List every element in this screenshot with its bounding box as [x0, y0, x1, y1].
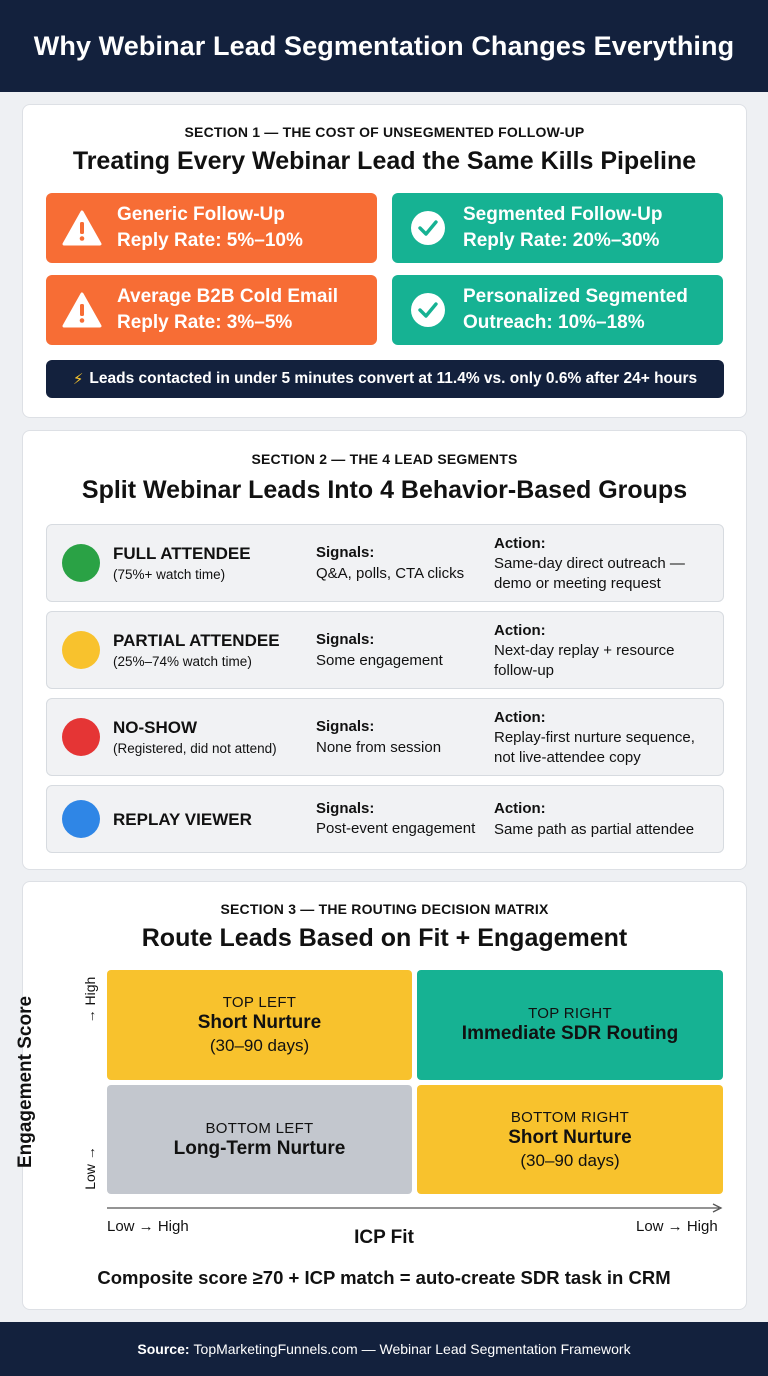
section-2-title: Split Webinar Leads Into 4 Behavior-Based Groups [81, 476, 688, 504]
quadrant-label: TOP RIGHT [528, 1005, 612, 1022]
stat-line-2: Reply Rate: 20%–30% [463, 230, 660, 251]
stat-line-1: Personalized Segmented [463, 286, 688, 307]
source-text: TopMarketingFunnels.com — Webinar Lead Segmentation Framework [193, 1341, 631, 1357]
segment-name: NO-SHOW [113, 718, 198, 737]
segment-action: Same-day direct outreach — demo or meeting request [494, 555, 685, 592]
warning-icon [61, 289, 103, 331]
quadrant-name: Short Nurture [508, 1126, 632, 1148]
signals-heading: Signals: [316, 718, 375, 735]
x-axis-arrow [107, 1202, 725, 1214]
segment-row-full-attendee [46, 524, 724, 602]
stat-line-1: Generic Follow-Up [117, 204, 285, 225]
warning-icon [61, 207, 103, 249]
section-3-title: Route Leads Based on Fit + Engagement [141, 924, 628, 952]
y-axis-high-label: → High [82, 976, 98, 1024]
segment-row-partial-attendee [46, 611, 724, 689]
stat-generic-follow-up [46, 193, 377, 263]
banner-text: Leads contacted in under 5 minutes convert at 11.4% vs. only 0.6% after 24+ hours [89, 370, 698, 387]
section-3-label: SECTION 3 — THE ROUTING DECISION MATRIX [220, 901, 549, 917]
quadrant-name: Immediate SDR Routing [461, 1023, 679, 1044]
action-heading: Action: [494, 535, 546, 552]
segment-action: Next-day replay + resource follow-up [494, 642, 675, 679]
action-heading: Action: [494, 800, 546, 817]
quadrant-top-right [417, 970, 723, 1080]
quadrant-label: BOTTOM RIGHT [510, 1108, 630, 1126]
signals-heading: Signals: [316, 800, 375, 817]
segment-action: Replay-first nurture sequence, not live-attendee copy [494, 729, 695, 766]
signals-heading: Signals: [316, 544, 375, 561]
segment-sub: (25%–74% watch time) [113, 654, 252, 669]
page-footer [0, 1322, 768, 1376]
page-header [0, 0, 768, 92]
segment-action: Same path as partial attendee [494, 821, 695, 838]
segment-signals: Some engagement [316, 652, 443, 669]
check-icon [407, 207, 449, 249]
quadrant-name: Short Nurture [197, 1012, 322, 1033]
blue-dot-icon [62, 800, 100, 838]
x-axis-title: ICP Fit [354, 1227, 414, 1248]
quadrant-sub: (30–90 days) [520, 1150, 620, 1170]
section-2-label: SECTION 2 — THE 4 LEAD SEGMENTS [251, 451, 518, 467]
stat-line-2: Reply Rate: 3%–5% [117, 312, 293, 333]
quadrant-name: Long-Term Nurture [173, 1137, 346, 1159]
stat-line-1: Segmented Follow-Up [463, 204, 663, 225]
quadrant-label: BOTTOM LEFT [205, 1119, 314, 1137]
lightning-icon: ⚡ [72, 371, 84, 388]
page-title: Why Webinar Lead Segmentation Changes Everything [33, 30, 735, 61]
y-axis-low-label: Low → [82, 1146, 98, 1190]
check-icon [407, 289, 449, 331]
segment-sub: (Registered, did not attend) [113, 741, 277, 756]
speed-to-lead-banner [46, 360, 724, 398]
source-label: Source: [137, 1341, 190, 1357]
signals-heading: Signals: [316, 631, 375, 648]
segment-row-no-show [46, 698, 724, 776]
green-dot-icon [62, 544, 100, 582]
segment-signals: Q&A, polls, CTA clicks [316, 565, 465, 582]
section-1-label: SECTION 1 — THE COST OF UNSEGMENTED FOLLOW-UP [184, 124, 585, 140]
segment-row-replay-viewer [46, 785, 724, 853]
quadrant-bottom-right [417, 1085, 723, 1194]
yellow-dot-icon [62, 631, 100, 669]
x-axis-left-label: Low → High [107, 1218, 189, 1235]
section-2-card [22, 430, 747, 870]
stat-line-2: Reply Rate: 5%–10% [117, 230, 303, 251]
quadrant-bottom-left [107, 1085, 412, 1194]
x-axis-right-label: Low → High [636, 1218, 718, 1235]
segment-name: REPLAY VIEWER [113, 810, 252, 829]
routing-rule-note: Composite score ≥70 + ICP match = auto-create SDR task in CRM [97, 1267, 671, 1288]
segment-signals: None from session [316, 739, 442, 756]
segment-name: FULL ATTENDEE [113, 544, 251, 563]
stat-personalized-segmented [392, 275, 723, 345]
segment-signals: Post-event engagement [316, 820, 476, 837]
y-axis-title: Engagement Score [15, 995, 36, 1169]
quadrant-label: TOP LEFT [222, 994, 297, 1011]
quadrant-sub: (30–90 days) [209, 1036, 310, 1055]
segment-sub: (75%+ watch time) [113, 567, 226, 582]
red-dot-icon [62, 718, 100, 756]
section-1-card [22, 104, 747, 418]
stat-line-1: Average B2B Cold Email [117, 286, 339, 307]
action-heading: Action: [494, 622, 546, 639]
stat-average-b2b-cold-email [46, 275, 377, 345]
stat-line-2: Outreach: 10%–18% [463, 312, 645, 333]
action-heading: Action: [494, 709, 546, 726]
stat-segmented-follow-up [392, 193, 723, 263]
quadrant-top-left [107, 970, 412, 1080]
segment-name: PARTIAL ATTENDEE [113, 631, 280, 650]
section-1-title: Treating Every Webinar Lead the Same Kills Pipeline [72, 147, 697, 175]
